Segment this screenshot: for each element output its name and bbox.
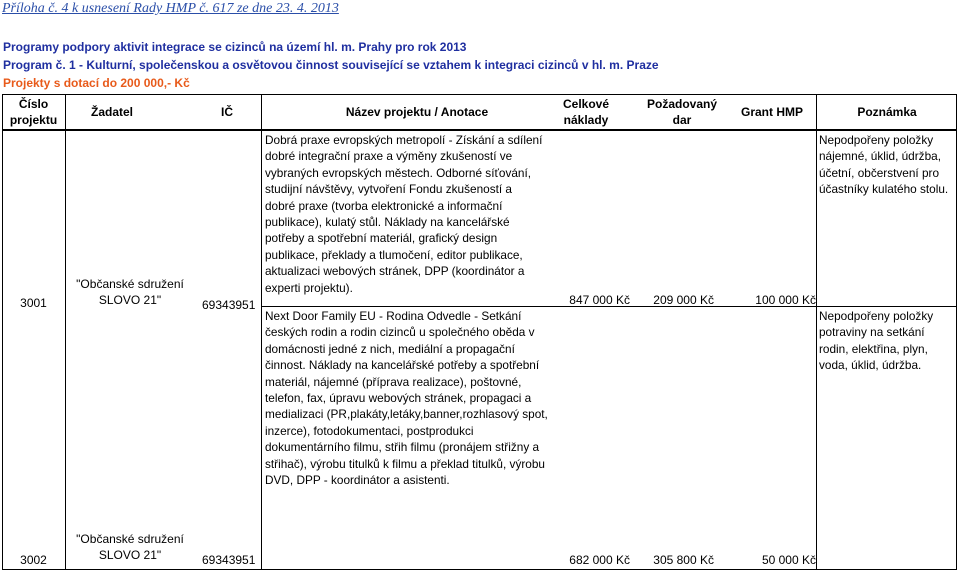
header-separator [2,129,957,131]
row1-celkove: 847 000 Kč [569,293,630,307]
header-nazev: Název projektu / Anotace [345,105,489,119]
col-line [65,94,66,570]
header-poznamka: Poznámka [857,105,917,119]
row1-cislo: 3001 [20,296,47,310]
header-ic: IČ [221,105,233,119]
row1-nazev: Dobrá praxe evropských metropolí - Získání a sdílení dobré integrační praxe a výměny zkušeností ve vybraných evropských městech. Odborné síťování, studijní návštěvy, vytvoření Fondu zkušeností a dobré praxe (tvorba elektronické a informační publikace), kulatý stůl. Náklady na kancelářské potřeby a spotřební materiál, grafický design publikace, překlady a tlumočení, editor publikace, aktualizaci webových stránek, DPP (koordinátor a experti projektu). [265,133,543,295]
subsidy-line: Projekty s dotací do 200 000,- Kč [3,76,190,90]
table-border-top [2,94,957,95]
header-zadatel: Žadatel [90,105,133,119]
program-name: Program č. 1 - Kulturní, společenskou a osvětovou činnost související se vztahem k integraci cizinců v hl. m. Praze [3,58,659,72]
row2-ic: 69343951 [202,553,256,567]
row2-nazev: Next Door Family EU - Rodina Odvedle - Setkání českých rodin a rodin cizinců u společného oběda v domácnosti jedné z nich, mediální a propagační činnost. Náklady na kancelářské potřeby a spotřební materiál, nájemné (příprava realizace), poštovné, telefon, fax, úpravu webových stránek, propagaci a medializaci (PR,plakáty,letáky,banner,rozhlasový spot, inzerce), fotodokumentaci, postprodukci dokumentárního filmu, střih filmu (pronájem střižny a střihač), výrobu titulků k filmu a překlad titulků, výrobu DVD, DPP - koordinátor a asistenti. [265,309,548,488]
row2-poznamka: Nepodpořeny položky potraviny na setkání rodin, elektřina, plyn, voda, úklid, údržba. [819,309,934,373]
row1-poznamka: Nepodpořeny položky nájemné, úklid, údržba, účetní, občerstvení pro účastníky kulatého stolu. [819,133,949,197]
header-cislo: Číslo projektu [9,97,58,127]
document-title: Příloha č. 4 k usnesení Rady HMP č. 617 ze dne 23. 4. 2013 [2,1,339,16]
row2-celkove: 682 000 Kč [569,553,630,567]
row2-cislo: 3002 [20,553,47,567]
row2-pozadovany: 305 800 Kč [653,553,714,567]
program-line: Programy podpory aktivit integrace se cizinců na území hl. m. Prahy pro rok 2013 [3,40,467,54]
row2-grant: 50 000 Kč [761,553,816,567]
header-grant: Grant HMP [740,105,803,119]
header-celkove: Celkové náklady [562,97,610,127]
header-pozadovany: Požadovaný dar [646,97,718,127]
row1-ic: 69343951 [202,298,256,312]
row2-zadatel: "Občanské sdružení SLOVO 21" [76,532,184,563]
row1-zadatel: "Občanské sdružení SLOVO 21" [76,277,184,308]
col-line [816,94,817,570]
row1-pozadovany: 209 000 Kč [653,293,714,307]
row1-grant: 100 000 Kč [755,293,816,307]
col-line [261,94,262,570]
col-line [2,94,3,570]
grants-table [2,94,957,570]
